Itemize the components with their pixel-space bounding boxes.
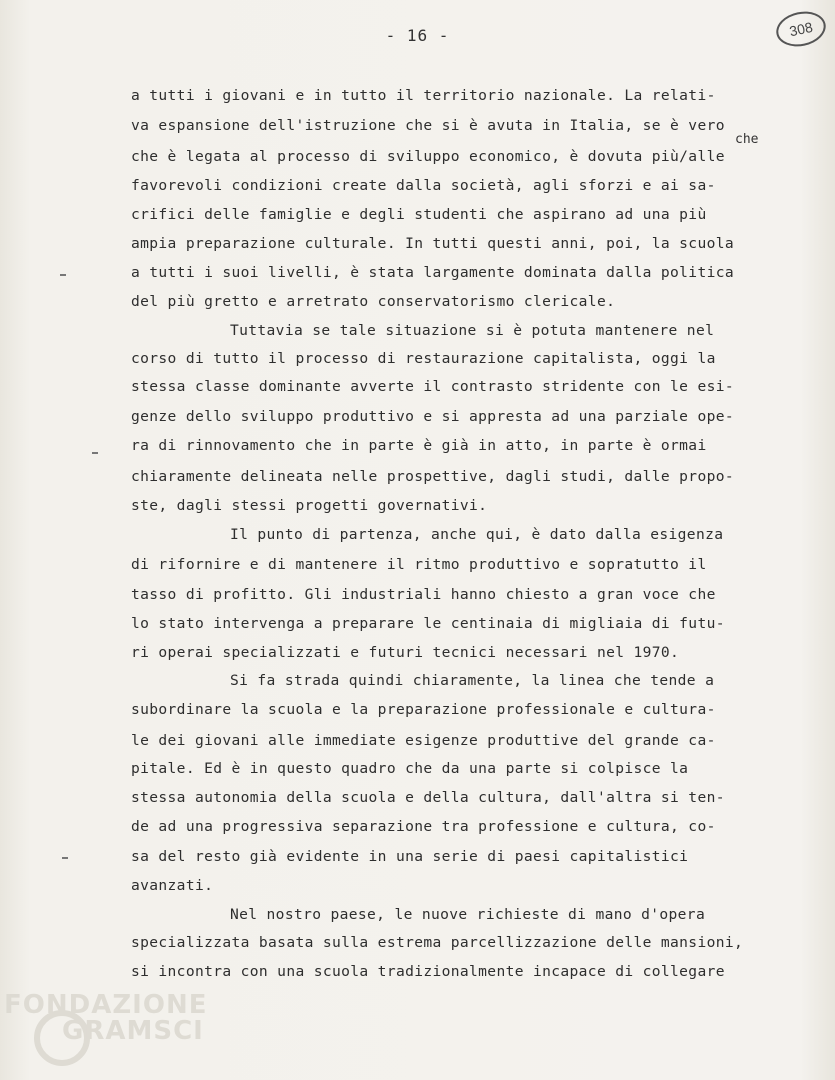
text-line: Nel nostro paese, le nuove richieste di mano d'opera xyxy=(230,906,706,923)
margin-tick xyxy=(62,857,68,859)
text-line: corso di tutto il processo di restaurazione capitalista, oggi la xyxy=(131,350,716,367)
text-line: stessa autonomia della scuola e della cultura, dall'altra si ten- xyxy=(131,789,725,806)
text-line: le dei giovani alle immediate esigenze produttive del grande ca- xyxy=(131,732,716,749)
text-line: sa del resto già evidente in una serie di paesi capitalistici xyxy=(131,848,689,865)
text-line: Il punto di partenza, anche qui, è dato dalla esigenza xyxy=(230,526,724,543)
watermark xyxy=(4,990,234,1070)
text-line: de ad una progressiva separazione tra professione e cultura, co- xyxy=(131,818,716,835)
watermark-line1: FONDAZIONE xyxy=(4,990,208,1020)
text-line: genze dello sviluppo produttivo e si appresta ad una parziale ope- xyxy=(131,408,734,425)
text-line: Si fa strada quindi chiaramente, la linea che tende a xyxy=(230,672,715,689)
text-line: crifici delle famiglie e degli studenti che aspirano ad una più xyxy=(131,206,707,223)
text-line: a tutti i suoi livelli, è stata largamente dominata dalla politica xyxy=(131,264,734,281)
text-line: pitale. Ed è in questo quadro che da una parte si colpisce la xyxy=(131,760,689,777)
text-line: va espansione dell'istruzione che si è avuta in Italia, se è vero xyxy=(131,117,725,134)
text-line: che è legata al processo di sviluppo economico, è dovuta più/alle xyxy=(131,148,725,165)
interlinear-insert: che xyxy=(735,132,759,147)
text-line: chiaramente delineata nelle prospettive, dagli studi, dalle propo- xyxy=(131,468,734,485)
margin-tick xyxy=(60,274,66,276)
archive-stamp: 308 xyxy=(773,7,829,51)
text-line: tasso di profitto. Gli industriali hanno chiesto a gran voce che xyxy=(131,586,716,603)
text-line: favorevoli condizioni create dalla società, agli sforzi e ai sa- xyxy=(131,177,716,194)
text-line: ra di rinnovamento che in parte è già in atto, in parte è ormai xyxy=(131,437,707,454)
page-number: - 16 - xyxy=(385,26,450,45)
margin-tick xyxy=(92,452,98,454)
text-line: ste, dagli stessi progetti governativi. xyxy=(131,497,488,514)
text-line: subordinare la scuola e la preparazione professionale e cultura- xyxy=(131,701,716,718)
text-line: specializzata basata sulla estrema parcellizzazione delle mansioni, xyxy=(131,934,744,951)
text-line: ri operai specializzati e futuri tecnici necessari nel 1970. xyxy=(131,644,680,661)
text-line: di rifornire e di mantenere il ritmo produttivo e sopratutto il xyxy=(131,556,707,573)
text-line: Tuttavia se tale situazione si è potuta mantenere nel xyxy=(230,322,715,339)
text-line: si incontra con una scuola tradizionalmente incapace di collegare xyxy=(131,963,725,980)
text-line: avanzati. xyxy=(131,877,214,894)
text-line: a tutti i giovani e in tutto il territorio nazionale. La relati- xyxy=(131,87,716,104)
text-line: ampia preparazione culturale. In tutti questi anni, poi, la scuola xyxy=(131,235,734,252)
text-line: lo stato intervenga a preparare le centinaia di migliaia di futu- xyxy=(131,615,725,632)
text-line: stessa classe dominante avverte il contrasto stridente con le esi- xyxy=(131,378,734,395)
text-line: del più gretto e arretrato conservatorismo clericale. xyxy=(131,293,616,310)
watermark-line2: GRAMSCI xyxy=(62,1016,204,1046)
